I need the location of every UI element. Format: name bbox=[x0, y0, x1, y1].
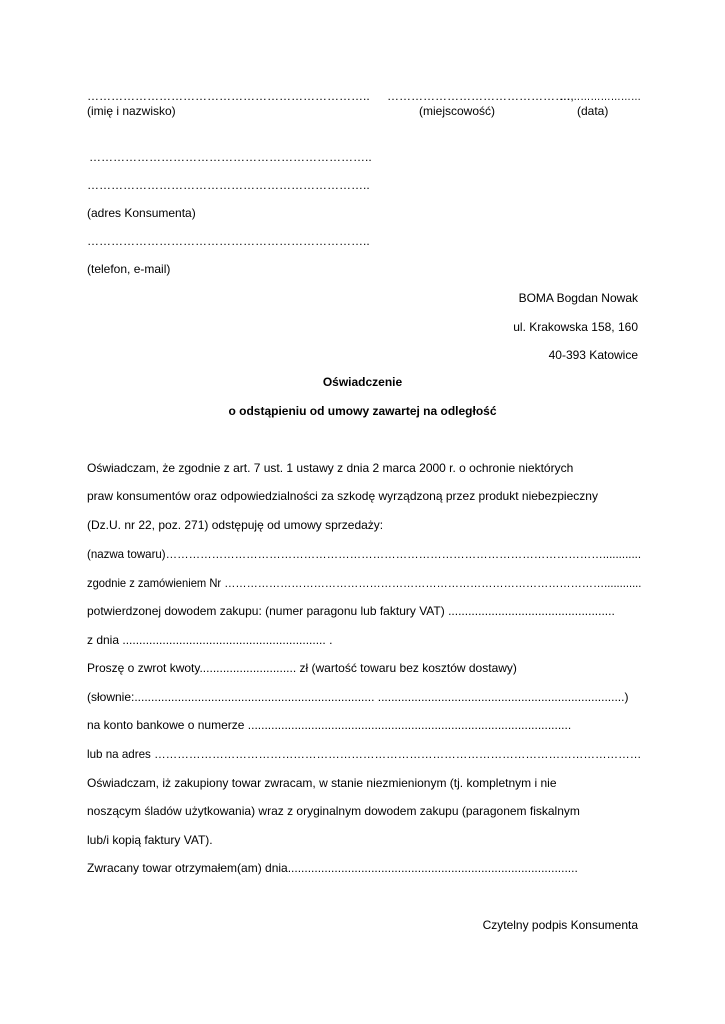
body-line-2: praw konsumentów oraz odpowiedzialności za szkodę wyrządzoną przez produkt niebezpieczny bbox=[87, 489, 598, 503]
name-dots: …………………………………………………………….. bbox=[87, 89, 370, 103]
refund-address-line: lub na adres ……………………………………………………………………………………………………………… bbox=[87, 747, 642, 761]
proof-of-purchase-line: potwierdzonej dowodem zakupu: (numer paragonu lub faktury VAT) .................................................. bbox=[87, 604, 615, 618]
bank-account-line: na konto bankowe o numerze ................................................................................................. bbox=[87, 718, 572, 732]
name-label: (imię i nazwisko) bbox=[87, 104, 176, 118]
address-line-2: …………………………………………………………….. bbox=[87, 178, 370, 192]
return-statement-line-1: Oświadczam, iż zakupiony towar zwracam, w stanie niezmienionym (tj. kompletnym i nie bbox=[87, 776, 557, 790]
date-label: (data) bbox=[577, 104, 609, 118]
body-line-3: (Dz.U. nr 22, poz. 271) odstępuję od umowy sprzedaży: bbox=[87, 518, 384, 532]
recipient-city: 40-393 Katowice bbox=[548, 348, 638, 362]
order-number-line: zgodnie z zamówieniem Nr …………………………………………………………………………………………............ bbox=[87, 576, 642, 590]
recipient-name: BOMA Bogdan Nowak bbox=[518, 291, 638, 305]
place-label: (miejscowość) bbox=[419, 104, 496, 118]
signature-label: Czytelny podpis Konsumenta bbox=[482, 918, 638, 932]
return-statement-line-3: lub/i kopią faktury VAT). bbox=[87, 833, 213, 847]
recipient-street: ul. Krakowska 158, 160 bbox=[513, 320, 638, 334]
contact-label: (telefon, e-mail) bbox=[87, 262, 171, 276]
received-date-line: Zwracany towar otrzymałem(am) dnia....................................................................................... bbox=[87, 861, 578, 875]
address-label: (adres Konsumenta) bbox=[87, 206, 196, 220]
return-statement-line-2: noszącym śladów użytkowania) wraz z oryginalnym dowodem zakupu (paragonem fiskalnym bbox=[87, 804, 580, 818]
amount-in-words-line: (słownie:........................................................................ ..........................................................................) bbox=[87, 690, 629, 704]
address-line-1: …………………………………………………………….. bbox=[89, 150, 372, 164]
date-dots: …………………… bbox=[560, 89, 642, 103]
goods-name-line: (nazwa towaru)……………………………………………………………………………………………………............ bbox=[87, 547, 642, 561]
document-title: Oświadczenie bbox=[322, 375, 403, 389]
place-dots: ………………………………………., bbox=[387, 89, 574, 103]
refund-amount-line: Proszę o zwrot kwoty............................. zł (wartość towaru bez kosztów dostawy) bbox=[87, 661, 517, 675]
purchase-date-line: z dnia ............................................................. . bbox=[87, 633, 333, 647]
body-line-1: Oświadczam, że zgodnie z art. 7 ust. 1 ustawy z dnia 2 marca 2000 r. o ochronie niektórych bbox=[87, 461, 574, 475]
contact-line: …………………………………………………………….. bbox=[87, 234, 370, 248]
document-subtitle: o odstąpieniu od umowy zawartej na odległość bbox=[228, 404, 497, 418]
